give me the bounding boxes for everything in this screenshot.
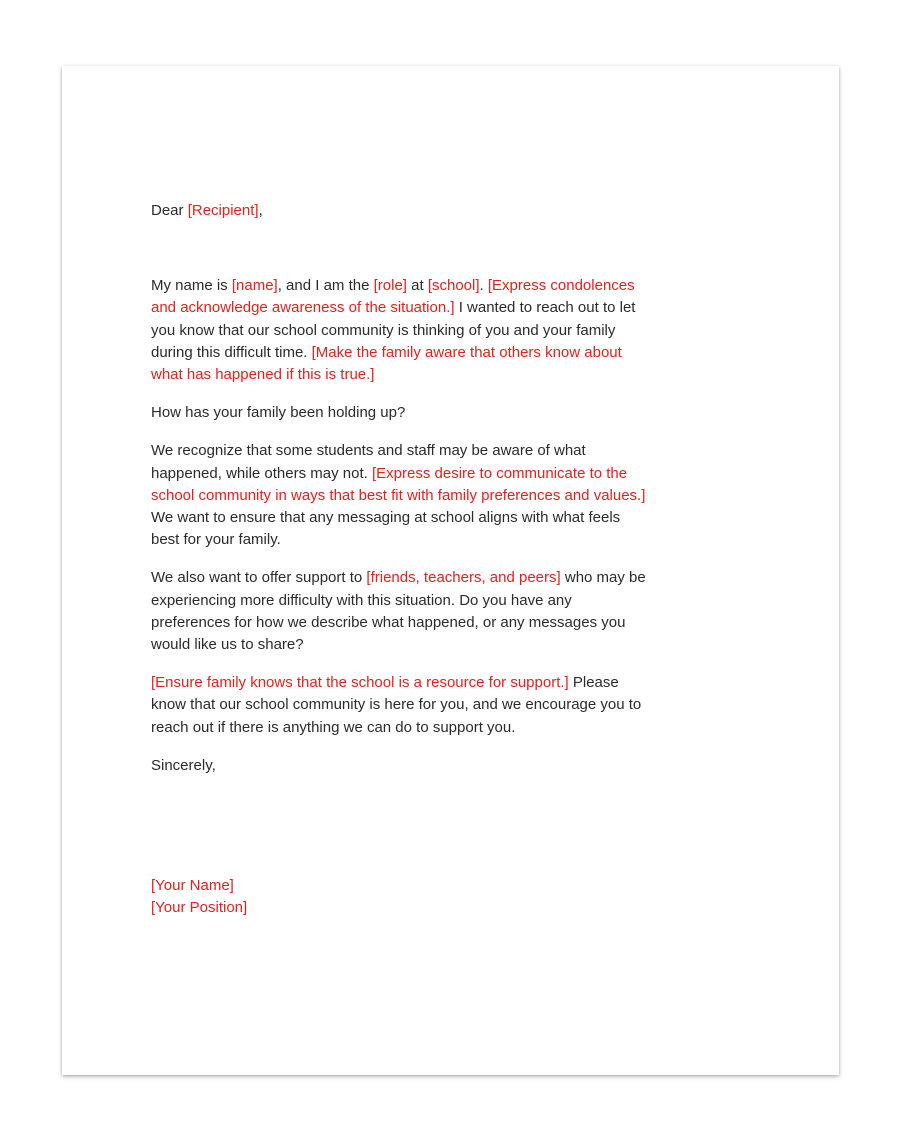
document-page <box>62 66 839 1075</box>
intro-text-2: , and I am the <box>277 277 374 295</box>
intro-text-3: at <box>406 277 428 295</box>
signature-name-placeholder: [Your Name] <box>151 877 234 895</box>
intro-text-4: . <box>479 277 488 295</box>
greeting-line <box>151 200 651 222</box>
condolences-placeholder: [Express condolences and acknowledge awareness of the situation.] <box>151 277 635 317</box>
resource-text: Please know that our school community is here for you, and we encourage you to reach out if there is anything we can do to support you. <box>151 674 642 736</box>
school-placeholder: [school] <box>427 277 480 295</box>
paragraph-introduction <box>151 275 651 386</box>
communication-text-2: We want to ensure that any messaging at school aligns with what feels best for your family. <box>151 509 621 549</box>
paragraph-question: How has your family been holding up? <box>151 404 406 422</box>
communication-placeholder: [Express desire to communicate to the school community in ways that best fit with family preferences and values.] <box>151 464 646 504</box>
paragraph-communication <box>151 440 651 551</box>
communication-text-1: We recognize that some students and staff may be aware of what happened, while others may not. <box>151 442 586 482</box>
paragraph-resource <box>151 672 651 739</box>
group-placeholder: [friends, teachers, and peers] <box>366 569 561 587</box>
awareness-placeholder: [Make the family aware that others know about what has happened if this is true.] <box>151 343 622 384</box>
resource-placeholder: [Ensure family knows that the school is a resource for support.] <box>151 674 569 692</box>
recipient-placeholder: [Recipient] <box>187 202 259 219</box>
greeting-suffix: , <box>258 202 263 219</box>
paragraph-support-offer <box>151 567 651 656</box>
closing-line: Sincerely, <box>151 756 216 774</box>
signature-position-placeholder: [Your Position] <box>151 899 248 917</box>
name-placeholder: [name] <box>231 277 278 295</box>
greeting-prefix: Dear <box>151 202 188 219</box>
intro-text-1: My name is <box>151 277 232 295</box>
support-text-1: We also want to offer support to <box>151 569 367 587</box>
intro-text-5: I wanted to reach out to let you know that our school community is thinking of you and your family during this difficult time. <box>151 299 636 361</box>
letter-body <box>151 200 651 919</box>
signature-block <box>151 875 651 919</box>
support-text-2: who may be experiencing more difficulty with this situation. Do you have any preferences for how we describe what happened, or any messages you would like us to share? <box>151 569 646 654</box>
role-placeholder: [role] <box>373 277 407 295</box>
